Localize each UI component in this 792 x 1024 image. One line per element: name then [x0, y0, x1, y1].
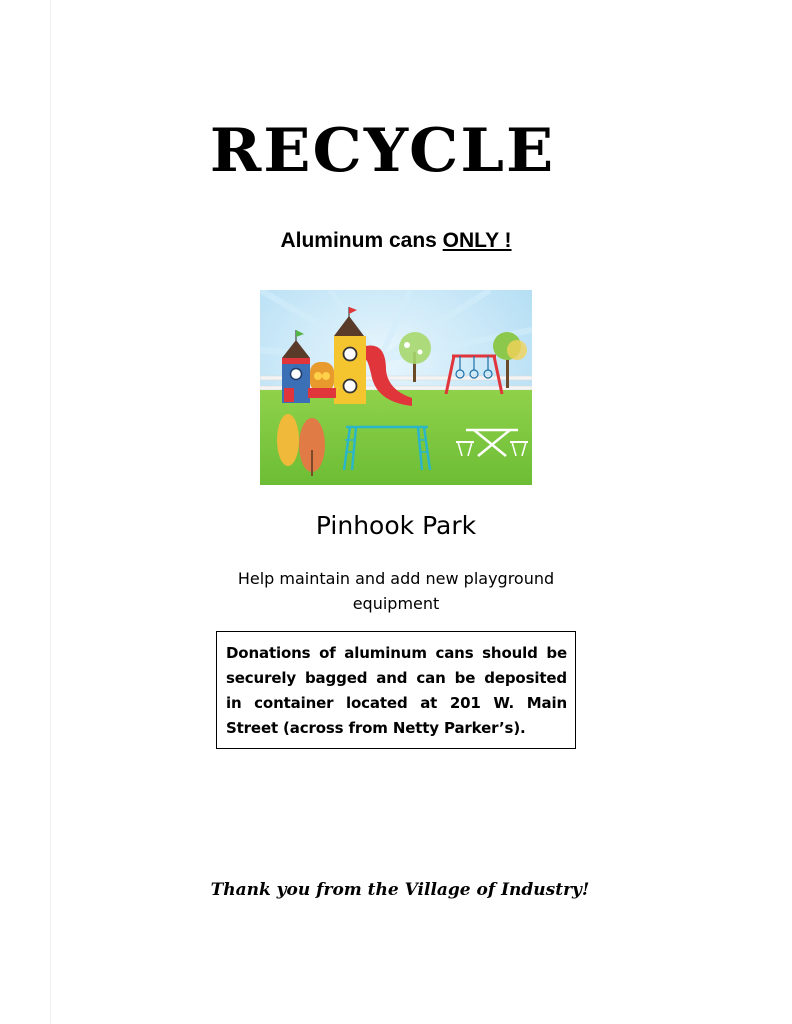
- playground-illustration: [260, 290, 532, 485]
- park-name: Pinhook Park: [315, 511, 477, 540]
- subtitle-text: Aluminum cans: [280, 229, 443, 252]
- tube: [308, 362, 336, 398]
- donation-info-text: Donations of aluminum cans should be securely bagged and can be deposited in container located at 201 W. Main Street (across from Netty Parker’s).: [226, 644, 567, 737]
- subtitle-emphasis: ONLY !: [442, 229, 512, 252]
- thank-you-note: Thank you from the Village of Industry!: [210, 880, 590, 900]
- help-text: Help maintain and add new playground equipment: [237, 569, 555, 613]
- subtitle: [0, 229, 792, 253]
- page-title: RECYCLE: [209, 115, 556, 186]
- donation-info-box: [216, 631, 576, 749]
